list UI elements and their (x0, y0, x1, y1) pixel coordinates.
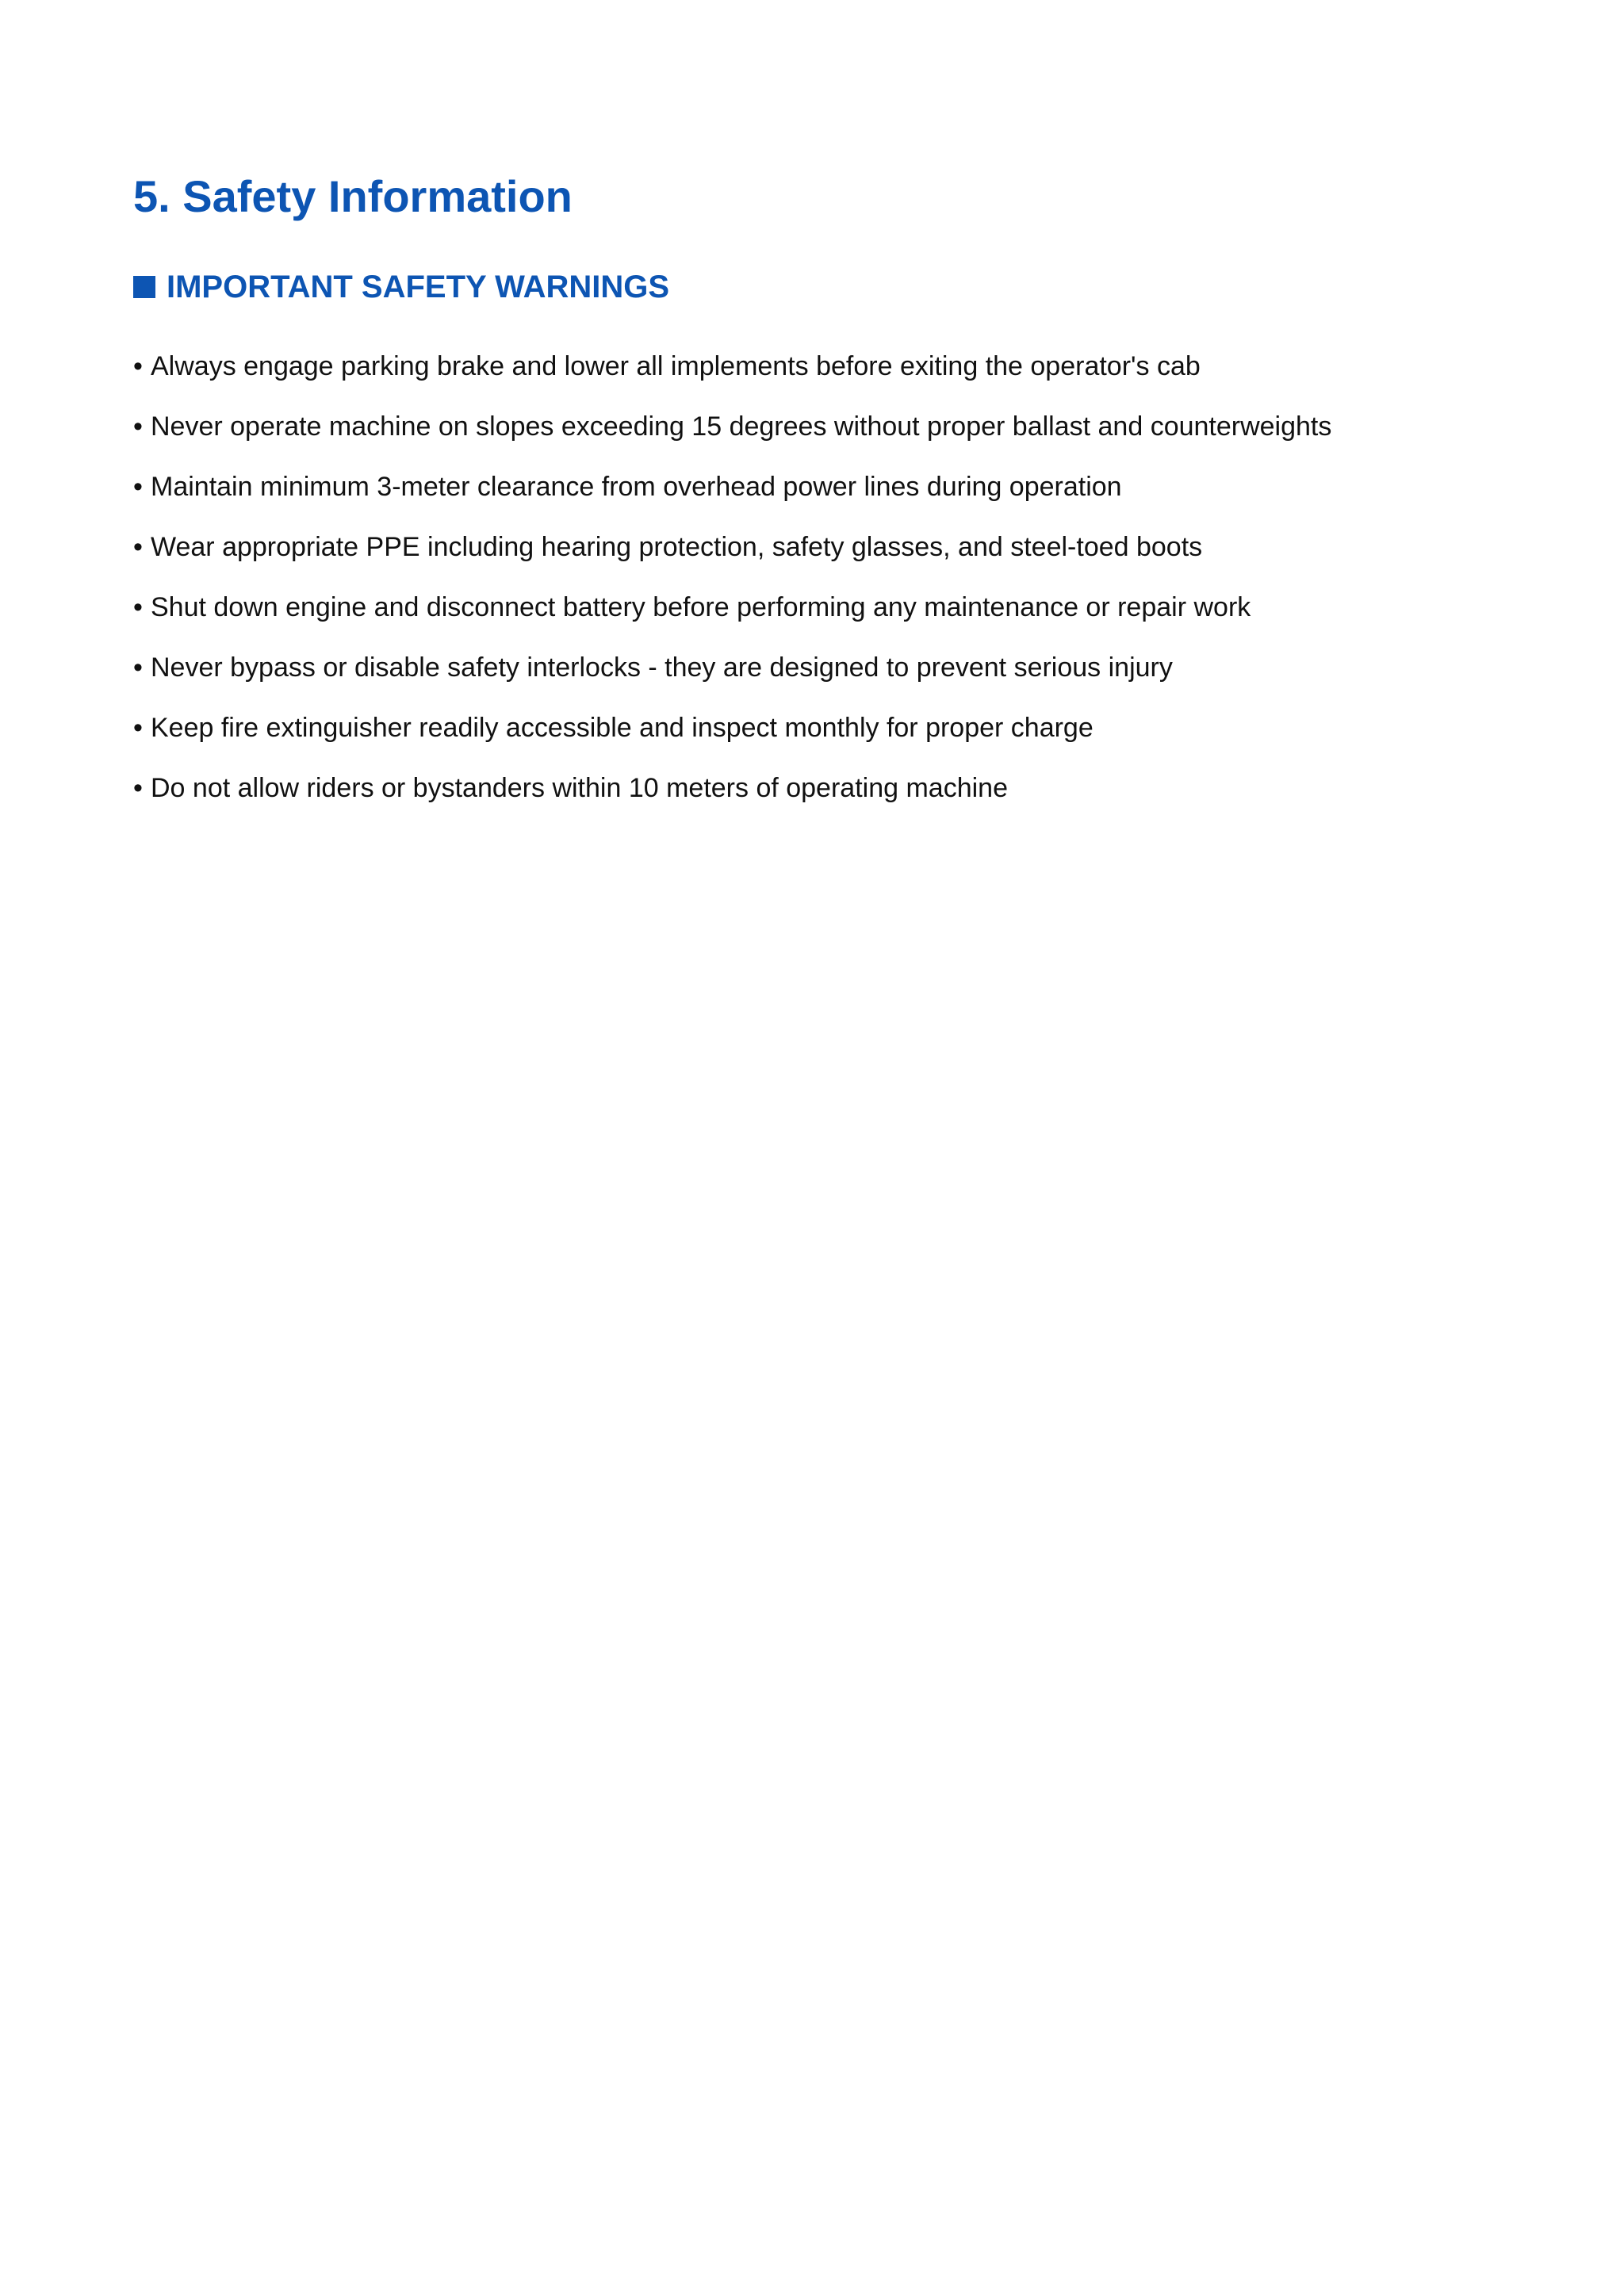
bullet-icon: • (133, 592, 143, 622)
warning-text: Do not allow riders or bystanders within 10 meters of operating machine (151, 773, 1008, 803)
warning-text: Keep fire extinguisher readily accessible and inspect monthly for proper charge (151, 713, 1094, 743)
bullet-icon: • (133, 411, 143, 442)
warning-item (133, 336, 1331, 396)
warning-text: Always engage parking brake and lower all implements before exiting the operator's cab (151, 351, 1201, 381)
warnings-subheading (133, 265, 669, 309)
warning-item (133, 637, 1331, 698)
section-title: 5. Safety Information (133, 171, 573, 221)
bullet-icon: • (133, 652, 143, 683)
warning-text: Wear appropriate PPE including hearing protection, safety glasses, and steel-toed boots (151, 532, 1203, 562)
safety-warnings-list (133, 336, 1331, 818)
warning-text: Maintain minimum 3-meter clearance from overhead power lines during operation (151, 472, 1122, 502)
bullet-icon: • (133, 351, 143, 381)
warning-item (133, 577, 1331, 637)
warning-item (133, 698, 1331, 758)
bullet-icon: • (133, 532, 143, 562)
warning-text: Never bypass or disable safety interlocks - they are designed to prevent serious injury (151, 652, 1173, 683)
warning-text: Never operate machine on slopes exceeding 15 degrees without proper ballast and counterweights (151, 411, 1332, 442)
warning-item (133, 758, 1331, 818)
bullet-icon: • (133, 713, 143, 743)
warning-item (133, 517, 1331, 577)
bullet-icon: • (133, 472, 143, 502)
warning-item (133, 457, 1331, 517)
bullet-icon: • (133, 773, 143, 803)
warning-text: Shut down engine and disconnect battery before performing any maintenance or repair work (151, 592, 1251, 622)
subheading-text: IMPORTANT SAFETY WARNINGS (167, 270, 670, 304)
warning-item (133, 396, 1331, 457)
square-icon (133, 276, 155, 298)
